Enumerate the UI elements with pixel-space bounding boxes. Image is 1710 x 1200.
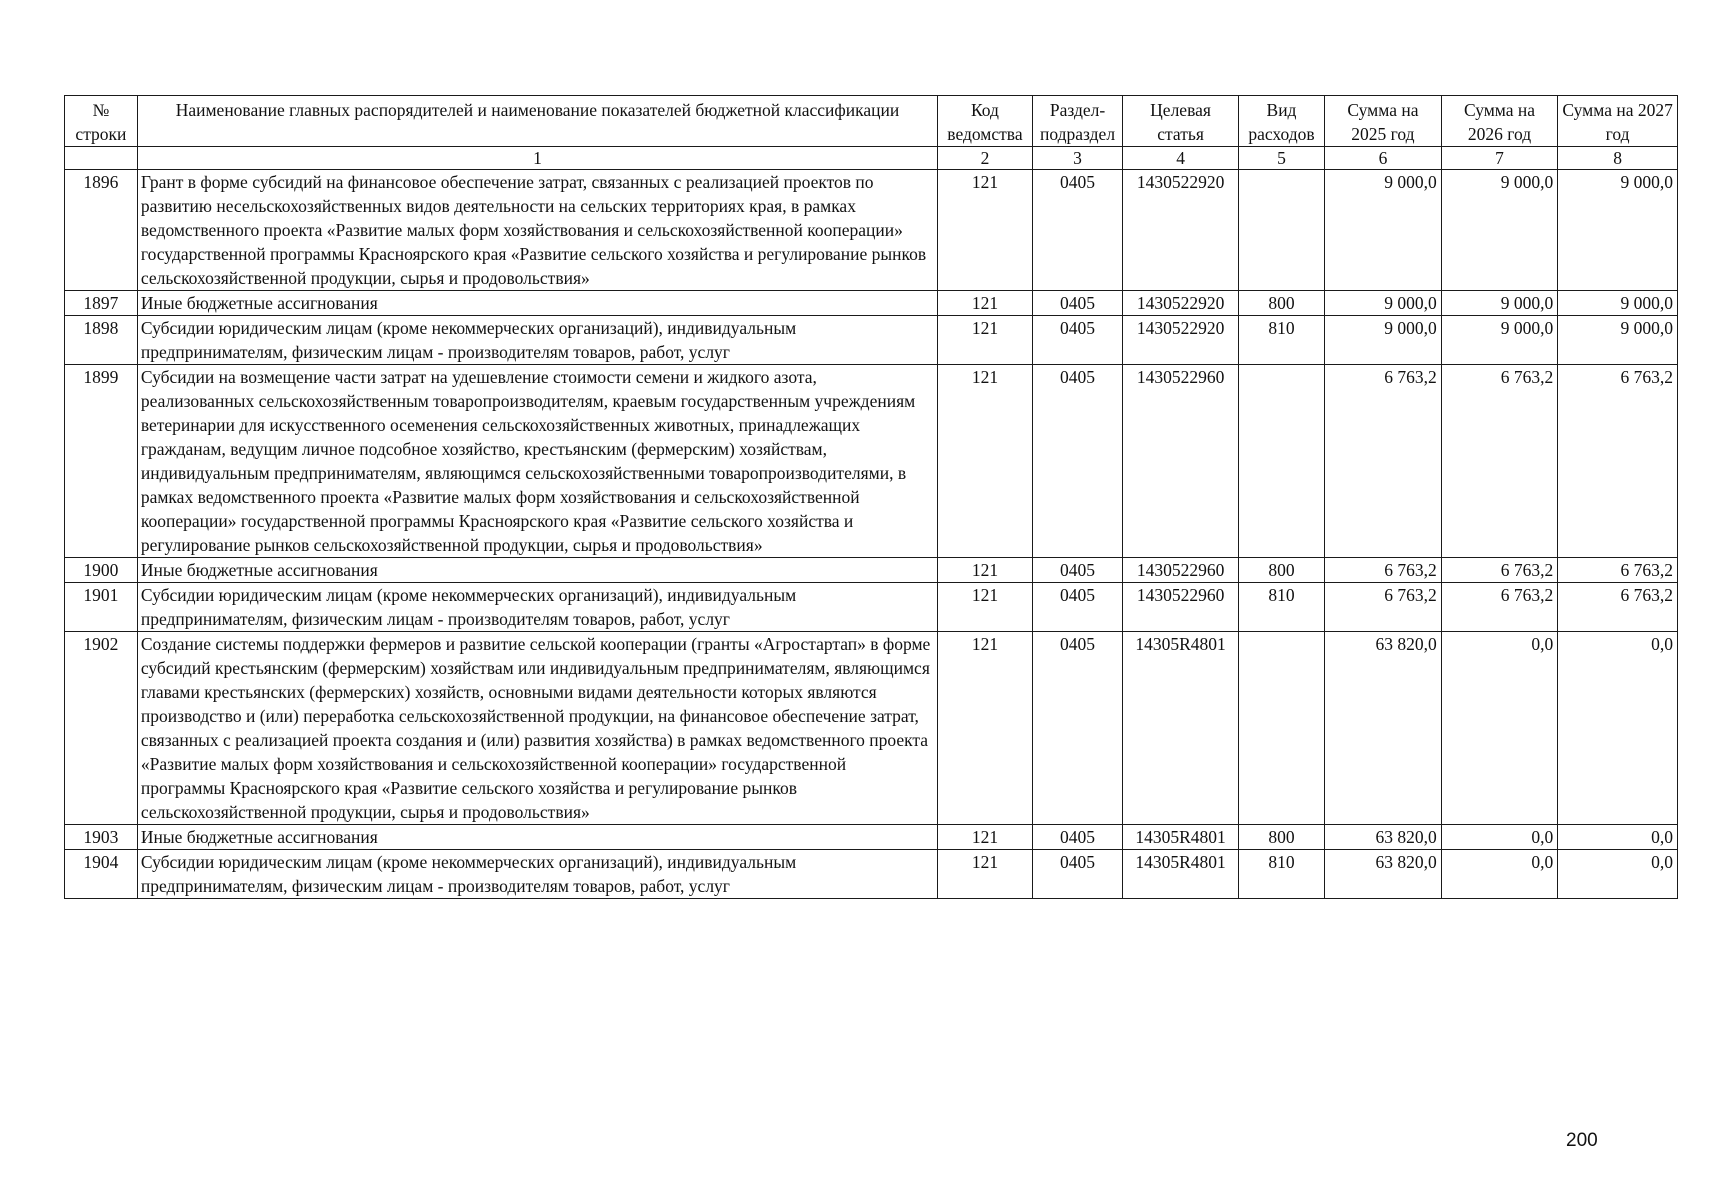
expense-type: [1238, 170, 1324, 291]
section-code: 0405: [1032, 632, 1123, 825]
sum-2027: 9 000,0: [1558, 291, 1678, 316]
table-row: [65, 291, 1678, 316]
section-code: 0405: [1032, 316, 1123, 365]
budget-table: [64, 95, 1678, 899]
dept-code: 121: [938, 316, 1033, 365]
header-sum-2026: Сумма на 2026 год: [1441, 96, 1558, 147]
sum-2027: 9 000,0: [1558, 316, 1678, 365]
column-number: 5: [1238, 147, 1324, 170]
dept-code: 121: [938, 632, 1033, 825]
sum-2026: 9 000,0: [1441, 170, 1558, 291]
target-article: 1430522920: [1123, 170, 1239, 291]
row-name: Иные бюджетные ассигнования: [137, 825, 937, 850]
sum-2026: 0,0: [1441, 632, 1558, 825]
sum-2025: 9 000,0: [1325, 291, 1442, 316]
target-article: 14305R4801: [1123, 825, 1239, 850]
header-target-article: Целевая статья: [1123, 96, 1239, 147]
header-row-number: № строки: [65, 96, 138, 147]
section-code: 0405: [1032, 850, 1123, 899]
target-article: 1430522920: [1123, 316, 1239, 365]
sum-2025: 9 000,0: [1325, 316, 1442, 365]
header-name: Наименование главных распорядителей и наименование показателей бюджетной классификации: [137, 96, 937, 147]
section-code: 0405: [1032, 583, 1123, 632]
sum-2026: 0,0: [1441, 850, 1558, 899]
sum-2025: 63 820,0: [1325, 850, 1442, 899]
table-row: [65, 850, 1678, 899]
sum-2027: 0,0: [1558, 850, 1678, 899]
sum-2025: 6 763,2: [1325, 583, 1442, 632]
column-number: 1: [137, 147, 937, 170]
sum-2027: 0,0: [1558, 632, 1678, 825]
column-number: 7: [1441, 147, 1558, 170]
header-expense-type: Вид расходов: [1238, 96, 1324, 147]
header-sum-2027: Сумма на 2027 год: [1558, 96, 1678, 147]
row-name: Создание системы поддержки фермеров и развитие сельской кооперации (гранты «Агростартап» в форме субсидий крестьянским (фермерским) хозяйствам или индивидуальным предпринимателям, являющимся главами крестьянских (фермерских) хозяйств, основными видами деятельности которых являются производство и (или) переработка сельскохозяйственной продукции, на финансовое обеспечение затрат, связанных с реализацией проекта создания и (или) развития хозяйства) в рамках ведомственного проекта «Развитие малых форм хозяйствования и сельскохозяйственной кооперации» государственной программы Красноярского края «Развитие сельского хозяйства и регулирование рынков сельскохозяйственной продукции, сырья и продовольствия»: [137, 632, 937, 825]
sum-2026: 9 000,0: [1441, 316, 1558, 365]
table-row: [65, 583, 1678, 632]
sum-2025: 6 763,2: [1325, 558, 1442, 583]
target-article: 14305R4801: [1123, 632, 1239, 825]
table-row: [65, 558, 1678, 583]
target-article: 1430522960: [1123, 583, 1239, 632]
sum-2025: 63 820,0: [1325, 825, 1442, 850]
row-name: Грант в форме субсидий на финансовое обеспечение затрат, связанных с реализацией проектов по развитию несельскохозяйственных видов деятельности на сельских территориях края, в рамках ведомственного проекта «Развитие малых форм хозяйствования и сельскохозяйственной кооперации» государственной программы Красноярского края «Развитие сельского хозяйства и регулирование рынков сельскохозяйственной продукции, сырья и продовольствия»: [137, 170, 937, 291]
dept-code: 121: [938, 365, 1033, 558]
target-article: 1430522960: [1123, 365, 1239, 558]
row-number: 1897: [65, 291, 138, 316]
target-article: 1430522960: [1123, 558, 1239, 583]
section-code: 0405: [1032, 170, 1123, 291]
target-article: 1430522920: [1123, 291, 1239, 316]
target-article: 14305R4801: [1123, 850, 1239, 899]
sum-2026: 6 763,2: [1441, 558, 1558, 583]
table-row: [65, 632, 1678, 825]
row-name: Субсидии юридическим лицам (кроме некоммерческих организаций), индивидуальным предпринимателям, физическим лицам - производителям товаров, работ, услуг: [137, 316, 937, 365]
dept-code: 121: [938, 558, 1033, 583]
column-number: 3: [1032, 147, 1123, 170]
dept-code: 121: [938, 291, 1033, 316]
sum-2025: 9 000,0: [1325, 170, 1442, 291]
column-number: 4: [1123, 147, 1239, 170]
row-number: 1903: [65, 825, 138, 850]
sum-2026: 6 763,2: [1441, 583, 1558, 632]
expense-type: 800: [1238, 291, 1324, 316]
expense-type: 800: [1238, 825, 1324, 850]
expense-type: [1238, 632, 1324, 825]
row-number: 1896: [65, 170, 138, 291]
sum-2025: 63 820,0: [1325, 632, 1442, 825]
section-code: 0405: [1032, 825, 1123, 850]
expense-type: 810: [1238, 850, 1324, 899]
sum-2027: 6 763,2: [1558, 558, 1678, 583]
row-name: Субсидии юридическим лицам (кроме некоммерческих организаций), индивидуальным предпринимателям, физическим лицам - производителям товаров, работ, услуг: [137, 583, 937, 632]
row-name: Субсидии на возмещение части затрат на удешевление стоимости семени и жидкого азота, реализованных сельскохозяйственным товаропроизводителям, краевым государственным учреждениям ветеринарии для искусственного осеменения сельскохозяйственных животных, принадлежащих гражданам, ведущим личное подсобное хозяйство, крестьянским (фермерским) хозяйствам, индивидуальным предпринимателям, являющимся сельскохозяйственными товаропроизводителями, в рамках ведомственного проекта «Развитие малых форм хозяйствования и сельскохозяйственной кооперации» государственной программы Красноярского края «Развитие сельского хозяйства и регулирование рынков сельскохозяйственной продукции, сырья и продовольствия»: [137, 365, 937, 558]
row-number: 1898: [65, 316, 138, 365]
header-section: Раздел-подраздел: [1032, 96, 1123, 147]
sum-2027: 9 000,0: [1558, 170, 1678, 291]
column-number: 2: [938, 147, 1033, 170]
header-row: [65, 96, 1678, 147]
row-name: Субсидии юридическим лицам (кроме некоммерческих организаций), индивидуальным предпринимателям, физическим лицам - производителям товаров, работ, услуг: [137, 850, 937, 899]
expense-type: 810: [1238, 583, 1324, 632]
section-code: 0405: [1032, 558, 1123, 583]
sum-2026: 0,0: [1441, 825, 1558, 850]
row-number: 1900: [65, 558, 138, 583]
table-row: [65, 316, 1678, 365]
row-name: Иные бюджетные ассигнования: [137, 558, 937, 583]
header-dept-code: Код ведомства: [938, 96, 1033, 147]
header-sum-2025: Сумма на 2025 год: [1325, 96, 1442, 147]
row-name: Иные бюджетные ассигнования: [137, 291, 937, 316]
row-number: 1902: [65, 632, 138, 825]
column-number-row: [65, 147, 1678, 170]
sum-2027: 0,0: [1558, 825, 1678, 850]
sum-2027: 6 763,2: [1558, 365, 1678, 558]
sum-2027: 6 763,2: [1558, 583, 1678, 632]
dept-code: 121: [938, 825, 1033, 850]
page-number: 200: [1566, 1130, 1598, 1151]
column-number: 8: [1558, 147, 1678, 170]
section-code: 0405: [1032, 365, 1123, 558]
row-number: 1904: [65, 850, 138, 899]
section-code: 0405: [1032, 291, 1123, 316]
sum-2025: 6 763,2: [1325, 365, 1442, 558]
row-number: 1899: [65, 365, 138, 558]
expense-type: 810: [1238, 316, 1324, 365]
expense-type: 800: [1238, 558, 1324, 583]
column-number: [65, 147, 138, 170]
expense-type: [1238, 365, 1324, 558]
sum-2026: 6 763,2: [1441, 365, 1558, 558]
dept-code: 121: [938, 170, 1033, 291]
dept-code: 121: [938, 583, 1033, 632]
sum-2026: 9 000,0: [1441, 291, 1558, 316]
column-number: 6: [1325, 147, 1442, 170]
dept-code: 121: [938, 850, 1033, 899]
table-row: [65, 365, 1678, 558]
table-row: [65, 825, 1678, 850]
row-number: 1901: [65, 583, 138, 632]
table-row: [65, 170, 1678, 291]
